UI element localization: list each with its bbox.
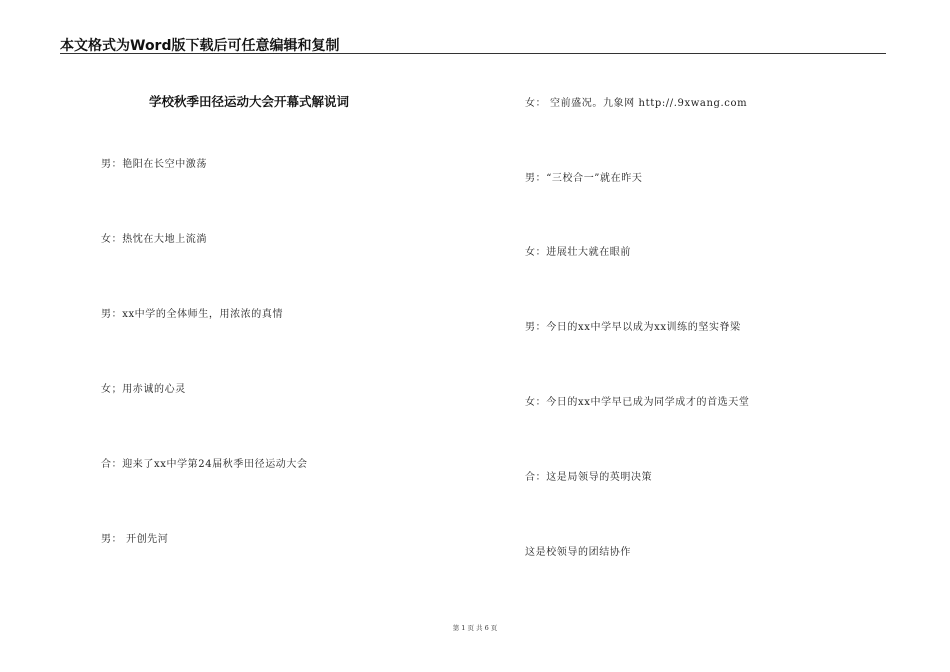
left-line: 男：艳阳在长空中激荡 <box>101 159 207 170</box>
left-line: 女：热忱在大地上流淌 <box>101 234 207 245</box>
header-text: 本文格式为Word版下载后可任意编辑和复制 <box>60 38 340 54</box>
document-title: 学校秋季田径运动大会开幕式解说词 <box>149 94 350 109</box>
right-line: 男：“三校合一”就在昨天 <box>525 173 643 184</box>
left-line: 男：xx中学的全体师生，用浓浓的真情 <box>101 309 284 320</box>
left-line: 女；用赤诚的心灵 <box>101 384 186 395</box>
right-line: 女： 空前盛况。九象网 http://.9xwang.com <box>525 98 748 109</box>
right-line: 女：今日的xx中学早已成为同学成才的首选天堂 <box>525 397 750 408</box>
page-footer: 第 1 页 共 6 页 <box>452 624 498 632</box>
right-line: 男：今日的xx中学早以成为xx训练的坚实脊梁 <box>525 322 741 333</box>
right-line: 女：进展壮大就在眼前 <box>525 247 631 258</box>
page-header <box>60 31 886 54</box>
left-line: 男： 开创先河 <box>101 534 169 545</box>
left-line: 合：迎来了xx中学第24届秋季田径运动大会 <box>101 459 308 470</box>
right-line: 合：这是局领导的英明决策 <box>525 472 653 483</box>
right-line: 这是校领导的团结协作 <box>525 547 631 558</box>
